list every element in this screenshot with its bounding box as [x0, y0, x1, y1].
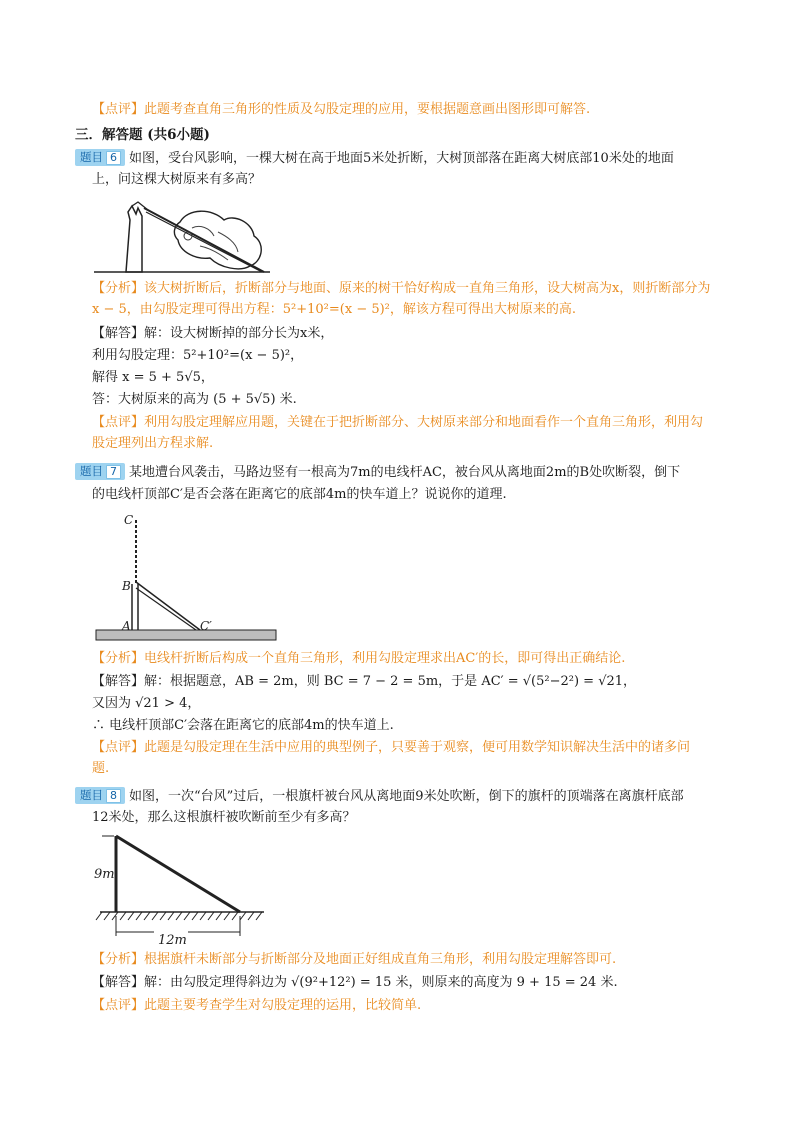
q6-solution2: 利用勾股定理：5²+10²=(x − 5)²，	[92, 348, 304, 363]
q6-line1	[75, 150, 715, 168]
q7-line2: 的电线杆顶部C′是否会落在距离它的底部4m的快车道上？说说你的道理.	[92, 487, 507, 502]
q7-badge	[75, 463, 125, 480]
q7-label-cprime: C′	[200, 619, 212, 633]
q7-solution3: ∴ 电线杆顶部C′会落在距离它的底部4m的快车道上.	[92, 718, 394, 733]
q8-number: 8	[106, 789, 121, 803]
q7-comment1: 【点评】此题是勾股定理在生活中应用的典型例子，只要善于观察，便可用数学知识解决生活中的诸多问	[92, 740, 691, 755]
q6-solution4: 答：大树原来的高为 (5 + 5√5) 米.	[92, 392, 297, 407]
q6-comment2: 股定理列出方程求解.	[92, 436, 214, 451]
q8-badge-label: 题目	[80, 788, 103, 802]
q6-comment1: 【点评】利用勾股定理解应用题，关键在于把折断部分、大树原来部分和地面看作一个直角三角形，利用勾	[92, 415, 704, 430]
q8-solution1: 【解答】解：由勾股定理得斜边为 √(9²+12²) = 15 米，则原来的高度为 9 + 15 = 24 米.	[92, 975, 618, 990]
q8-text1: 如图，一次“台风”过后，一根旗杆被台风从离地面9米处吹断，倒下的旗杆的顶端落在离旗杆底部	[129, 789, 684, 804]
q7-line1	[75, 464, 715, 482]
q6-badge-label: 题目	[80, 150, 103, 164]
previous-comment: 【点评】此题考查直角三角形的性质及勾股定理的应用，要根据题意画出图形即可解答.	[92, 102, 591, 117]
q7-text1: 某地遭台风袭击，马路边竖有一根高为7m的电线杆AC，被台风从离地面2m的B处吹断裂，倒下	[129, 465, 681, 480]
q6-badge	[75, 149, 125, 166]
q7-number: 7	[106, 465, 121, 479]
q7-pole-figure	[92, 506, 282, 646]
q7-label-b: B	[122, 579, 131, 593]
q8-line1	[75, 788, 715, 806]
q6-number: 6	[106, 151, 121, 165]
q8-comment1: 【点评】此题主要考查学生对勾股定理的运用，比较简单.	[92, 998, 422, 1013]
q6-solution1: 【解答】解：设大树断掉的部分长为x米，	[92, 326, 334, 341]
section-title: 三．解答题 (共6小题)	[75, 127, 210, 143]
q7-analysis1: 【分析】电线杆折断后构成一个直角三角形，利用勾股定理求出AC′的长，即可得出正确结论.	[92, 651, 626, 666]
q8-line2: 12米处，那么这根旗杆被吹断前至少有多高？	[92, 810, 356, 825]
q6-line2: 上，问这棵大树原来有多高？	[92, 172, 262, 187]
q8-flagpole-figure	[92, 830, 282, 948]
q8-label-12m: 12m	[158, 933, 187, 948]
q8-label-9m: 9m	[94, 867, 115, 882]
q7-comment2: 题.	[92, 761, 110, 776]
q7-label-c: C	[124, 513, 134, 527]
q6-analysis2: x − 5，由勾股定理可得出方程：5²+10²=(x − 5)²，解该方程可得出大树原来的高.	[92, 302, 577, 317]
q6-text1: 如图，受台风影响，一棵大树在高于地面5米处折断，大树顶部落在距离大树底部10米处的地面	[129, 151, 674, 166]
q6-solution3: 解得 x = 5 + 5√5，	[92, 370, 214, 385]
q8-analysis1: 【分析】根据旗杆未断部分与折断部分及地面正好组成直角三角形，利用勾股定理解答即可.	[92, 952, 617, 967]
q7-badge-label: 题目	[80, 464, 103, 478]
q7-solution1: 【解答】解：根据题意，AB = 2m，则 BC = 7 − 2 = 5m，于是 AC′ = √(5²−2²) = √21，	[92, 674, 637, 689]
q6-analysis1: 【分析】该大树折断后，折断部分与地面、原来的树干恰好构成一直角三角形，设大树高为x，则折断部分为	[92, 281, 711, 296]
q6-tree-figure	[92, 192, 272, 276]
q7-label-a: A	[122, 619, 131, 633]
q7-solution2: 又因为 √21 > 4，	[92, 696, 201, 711]
q8-badge	[75, 787, 125, 804]
